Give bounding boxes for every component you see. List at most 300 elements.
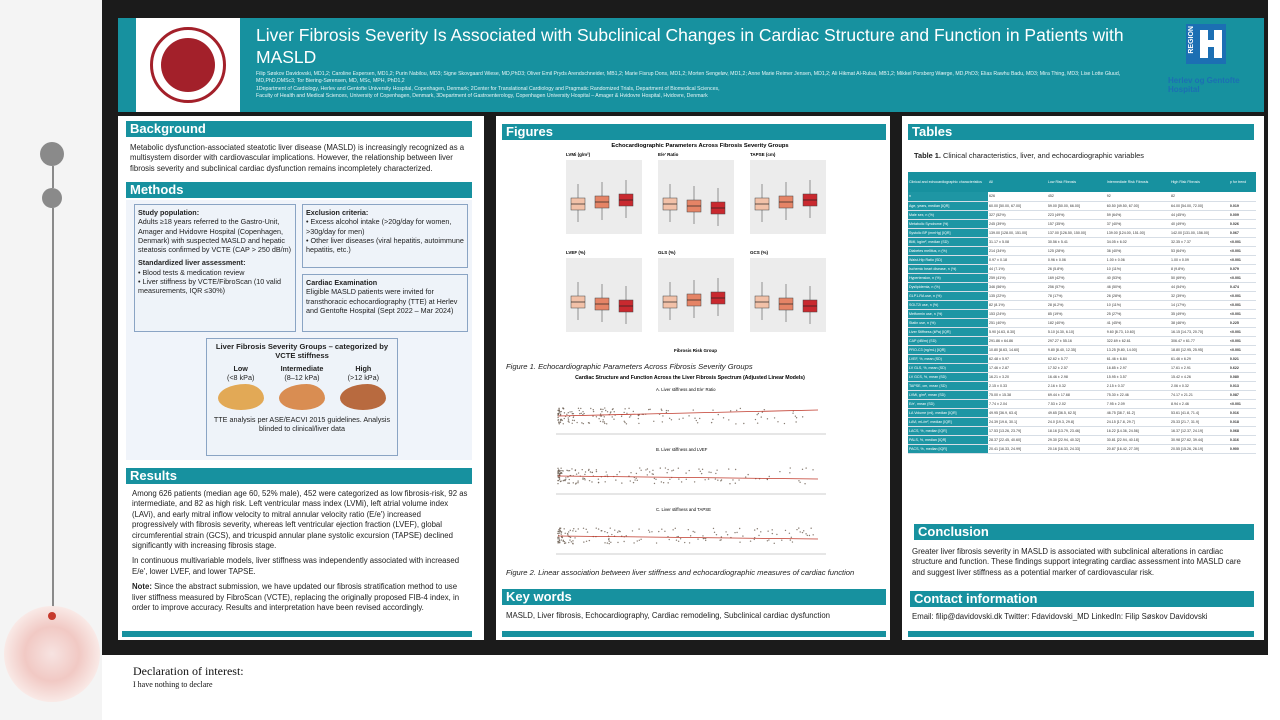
scatter-point (807, 535, 808, 536)
table-cell: 10 (11%) (1106, 300, 1170, 309)
scatter-point (716, 469, 717, 470)
table-cell: 61.46 ± 6.84 (1106, 354, 1170, 363)
table-row (908, 336, 1256, 345)
table-cell: 17.46 ± 2.87 (988, 363, 1047, 372)
scatter-point (667, 469, 668, 470)
table-cell: 452 (1047, 192, 1106, 201)
table-cell: Hypertension, n (%) (908, 273, 988, 282)
scatter-point (678, 478, 679, 479)
scatter-point (664, 531, 665, 532)
scatter-point (572, 530, 573, 531)
table-cell: 26 (5.8%) (1047, 264, 1106, 273)
table-cell: Waist-Hip Ratio (SD) (908, 255, 988, 264)
scatter-point (658, 531, 659, 532)
scatter-point (708, 478, 709, 479)
contact-text: Email: filip@davidovski.dk Twitter: Fdavidovski_MD LinkedIn: Filip Søskov Davidovski (912, 612, 1208, 621)
table-row (908, 210, 1256, 219)
scatter-point (669, 418, 670, 419)
scatter-point (626, 423, 627, 424)
scatter-point (666, 472, 667, 473)
region-word: REGION (1188, 26, 1195, 54)
poster-title: Liver Fibrosis Severity Is Associated with Subclinical Changes in Cardiac Structure and Function in Patients with MASLD (256, 25, 1124, 67)
scatter-point (614, 529, 615, 530)
table-cell: 44 (45%) (1170, 210, 1229, 219)
table-row (908, 228, 1256, 237)
scatter-point (582, 411, 583, 412)
panel-label: GLS (%) (658, 250, 676, 255)
scatter-point (740, 408, 741, 409)
scatter-point (681, 481, 682, 482)
table-cell: LVMi, g/m², mean (SD) (908, 390, 988, 399)
table-cell: 74.17 ± 21.21 (1170, 390, 1229, 399)
scatter-point (673, 469, 674, 470)
table-row (908, 444, 1256, 453)
exclusion-box (302, 204, 468, 268)
scatter-point (723, 417, 724, 418)
table-cell: 16.37 [12.37, 24.19] (1170, 426, 1229, 435)
table-row (908, 282, 1256, 291)
fibrosis-group-1 (279, 364, 325, 413)
scatter-point (720, 480, 721, 481)
scatter-point (621, 416, 622, 417)
table-cell: E/e', mean (SD) (908, 399, 988, 408)
scatter-point (656, 542, 657, 543)
scatter-point (661, 481, 662, 482)
scatter-point (666, 412, 667, 413)
exclusion-title: Exclusion criteria: (306, 208, 369, 217)
scatter-point (564, 412, 565, 413)
scatter-point (560, 422, 561, 423)
table-cell: 46 (50%) (1106, 282, 1170, 291)
scatter-point (593, 411, 594, 412)
scatter-point (562, 537, 563, 538)
scatter-point (610, 527, 611, 528)
scatter-point (767, 418, 768, 419)
scatter-point (558, 421, 559, 422)
scatter-point (697, 422, 698, 423)
scatter-point (756, 414, 757, 415)
panel-label: TAPSE (cm) (750, 152, 776, 157)
table-cell: 7.53 ± 2.02 (1047, 399, 1106, 408)
table-cell: Diabetes mellitus, n (%) (908, 246, 988, 255)
group-name: High (355, 363, 372, 373)
table-cell: 36 (40%) (1106, 246, 1170, 255)
scatter-point (776, 534, 777, 535)
table-cell: LV GCS, %, mean (SD) (908, 372, 988, 381)
scatter-point (638, 415, 639, 416)
keywords-heading: Key words (502, 589, 886, 605)
scatter-point (588, 422, 589, 423)
table-row (908, 246, 1256, 255)
scatter-point (621, 482, 622, 483)
scatter-point (634, 479, 635, 480)
table-cell: 0.225 (1229, 318, 1256, 327)
scatter-point (647, 474, 648, 475)
cardiac-exam-text: Eligible MASLD patients were invited for transthoracic echocardiography (TTE) at Herlev and Gentofte Hospital (Sept 2022 – Mar 2024) (306, 287, 458, 315)
regression-line (558, 536, 818, 539)
scatter-point (567, 534, 568, 535)
table-header-cell: All (988, 172, 1047, 192)
table-cell: 29.30 [22.94, 40.32] (1047, 435, 1106, 444)
scatter-point (754, 539, 755, 540)
scatter-point (676, 540, 677, 541)
scatter-point (585, 471, 586, 472)
scatter-point (605, 481, 606, 482)
scatter-point (743, 423, 744, 424)
scatter-point (604, 423, 605, 424)
scatter-point (761, 416, 762, 417)
sidebar-dot-middle (42, 188, 62, 208)
scatter-point (717, 480, 718, 481)
scatter-point (558, 531, 559, 532)
scatter-point (790, 539, 791, 540)
table-cell: 85 (19%) (1047, 309, 1106, 318)
scatter-point (564, 479, 565, 480)
table-cell: Statin use, n (%) (908, 318, 988, 327)
table-cell: 20.16 [16.33, 24.33] (1047, 444, 1106, 453)
scatter-point (796, 529, 797, 530)
scatter-point (637, 480, 638, 481)
scatter-point (745, 476, 746, 477)
table-cell: 16.46 ± 2.98 (1047, 372, 1106, 381)
scatter-point (589, 480, 590, 481)
table-cell: 7.74 ± 2.04 (988, 399, 1047, 408)
scatter-point (712, 409, 713, 410)
table-cell: <0.001 (1229, 291, 1256, 300)
table-cell: 139.00 [128.00, 151.00] (988, 228, 1047, 237)
scatter-panel-title: A. Liver stiffness and E/e' Ratio (656, 387, 716, 392)
scatter-point (567, 533, 568, 534)
scatter-point (602, 419, 603, 420)
table-cell: 30.98 [27.62, 39.44] (1170, 435, 1229, 444)
table-row (908, 300, 1256, 309)
table-cell: 2.15 ± 0.33 (988, 381, 1047, 390)
table-cell: <0.001 (1229, 327, 1256, 336)
scatter-point (569, 470, 570, 471)
table-cell: 20.55 [15.26, 26.19] (1170, 444, 1229, 453)
scatter-point (598, 418, 599, 419)
scatter-point (581, 422, 582, 423)
scatter-point (629, 416, 630, 417)
sidebar-line-top (52, 166, 54, 188)
scatter-point (790, 467, 791, 468)
table-cell: LVEF, %, mean (SD) (908, 354, 988, 363)
scatter-point (728, 468, 729, 469)
scatter-point (609, 540, 610, 541)
table-cell: 49.95 [36.9, 63.4] (988, 408, 1047, 417)
table-cell: 0.021 (1229, 354, 1256, 363)
table-header-cell: Clinical and echocardiographic characteristics (908, 172, 988, 192)
scatter-point (633, 542, 634, 543)
scatter-point (560, 468, 561, 469)
table-cell: 59 (64%) (1106, 210, 1170, 219)
scatter-point (598, 479, 599, 480)
table-row (908, 381, 1256, 390)
scatter-point (702, 469, 703, 470)
scatter-point (596, 416, 597, 417)
scatter-point (800, 531, 801, 532)
table-cell: 46.75 [38.7, 61.2] (1106, 408, 1170, 417)
scatter-point (570, 537, 571, 538)
table-cell: 31.17 ± 5.08 (988, 237, 1047, 246)
scatter-point (605, 410, 606, 411)
scatter-point (696, 420, 697, 421)
scatter-point (617, 542, 618, 543)
scatter-point (672, 529, 673, 530)
scatter-point (610, 542, 611, 543)
table-cell: PACS, %, median [IQR] (908, 444, 988, 453)
table-cell: 10.80 [8.63, 14.60] (988, 345, 1047, 354)
scatter-point (557, 468, 558, 469)
scatter-point (564, 418, 565, 419)
scatter-point (592, 415, 593, 416)
characteristics-table (908, 172, 1256, 454)
scatter-point (568, 412, 569, 413)
scatter-point (582, 479, 583, 480)
scatter-point (755, 419, 756, 420)
scatter-point (635, 478, 636, 479)
table-cell: 82 (1170, 192, 1229, 201)
scatter-point (742, 535, 743, 536)
table-cell: Dyslipidemia, n (%) (908, 282, 988, 291)
scatter-point (747, 474, 748, 475)
scatter-point (769, 476, 770, 477)
group-range: (<8 kPa) (226, 372, 255, 382)
scatter-point (623, 541, 624, 542)
panel-bg (750, 258, 826, 332)
table-row (908, 327, 1256, 336)
scatter-point (738, 479, 739, 480)
scatter-point (754, 529, 755, 530)
scatter-point (781, 540, 782, 541)
scatter-point (715, 478, 716, 479)
scatter-point (710, 472, 711, 473)
scatter-point (638, 423, 639, 424)
scatter-point (779, 471, 780, 472)
scatter-point (598, 528, 599, 529)
scatter-point (558, 480, 559, 481)
group-range: (>12 kPa) (347, 372, 379, 382)
university-logo (136, 18, 240, 112)
fibrosis-groups-note: TTE analysis per ASE/EACVI 2015 guidelines. Analysis blinded to clinical/liver data (213, 415, 391, 434)
scatter-point (680, 538, 681, 539)
authors-text: Filip Søskov Davidovski, MD1,2; Caroline Espersen, MD1,2; Purin Nabilou, MD3; Signe Skovgaard Wiese, MD,PhD3; Oliver Emil Pryds Arendschneider, MB1,2; Marie Fisrup Dons, MD1,2; Morten Sengeløv, MD1,2; Anne Marie Reimer Jensen, MD1,2; Ali Hikmat Al-Rubai, MB1,2; Mikkel Porsberg Wærge, MD,PhD3; Elias Rawhu Badu, MD3; Mira Thing, MD3; Lise Lotte Gluud, MD,PhD,DMSc3; Tor Biering-Sørensen, MD, MSc, MPH, PhD1,2 (256, 71, 1121, 85)
regression-line (558, 476, 818, 479)
scatter-point (610, 412, 611, 413)
scatter-point (616, 474, 617, 475)
scatter-point (774, 543, 775, 544)
scatter-point (564, 541, 565, 542)
scatter-point (701, 473, 702, 474)
scatter-point (762, 412, 763, 413)
table-cell: PALS, %, median [IQR] (908, 435, 988, 444)
scatter-point (581, 413, 582, 414)
scatter-point (704, 479, 705, 480)
scatter-point (812, 469, 813, 470)
table-caption: Table 1. Clinical characteristics, liver, and echocardiographic variables (914, 151, 1144, 160)
table-cell: 32.35 ± 7.37 (1170, 237, 1229, 246)
table-cell: 34.05 ± 6.02 (1106, 237, 1170, 246)
figure-1-title: Echocardiographic Parameters Across Fibrosis Severity Groups (611, 143, 789, 149)
scatter-point (606, 471, 607, 472)
scatter-point (563, 528, 564, 529)
scatter-point (716, 534, 717, 535)
table-header-cell: Intermediate Risk Fibrosis (1106, 172, 1170, 192)
table-cell: 0.018 (1229, 417, 1256, 426)
table-cell: Metabolic Syndrome (%) (908, 219, 988, 228)
scatter-point (633, 411, 634, 412)
background-heading: Background (126, 121, 472, 137)
table-cell: 8.94 ± 2.46 (1170, 399, 1229, 408)
table-cell: 0.019 (1229, 201, 1256, 210)
standardized-item-1: • Blood tests & medication review (138, 267, 245, 277)
table-cell: 32 (39%) (1170, 291, 1229, 300)
scatter-point (639, 467, 640, 468)
table-cell: 125 (28%) (1047, 246, 1106, 255)
table-cell: 306.47 ± 61.77 (1170, 336, 1229, 345)
scatter-point (638, 528, 639, 529)
declaration-text: I have nothing to declare (133, 680, 213, 689)
table-cell: 64.00 [54.00, 72.00] (1170, 201, 1229, 210)
figure-1-boxplots (556, 150, 832, 354)
regression-line (558, 410, 818, 416)
table-cell: 8 (9.8%) (1170, 264, 1229, 273)
scatter-point (633, 482, 634, 483)
scatter-point (718, 414, 719, 415)
scatter-point (568, 419, 569, 420)
scatter-point (653, 474, 654, 475)
scatter-point (569, 411, 570, 412)
scatter-point (649, 531, 650, 532)
table-cell: CAP (dB/m) (SD) (908, 336, 988, 345)
table-cell: 0.622 (1229, 363, 1256, 372)
scatter-point (789, 472, 790, 473)
table-cell: 259 (41%) (988, 273, 1047, 282)
scatter-point (720, 539, 721, 540)
table-cell: 0.474 (1229, 282, 1256, 291)
table-cell: 297.27 ± 55.16 (1047, 336, 1106, 345)
table-cell: 214 (34%) (988, 246, 1047, 255)
table-cell: 15.42 ± 4.26 (1170, 372, 1229, 381)
scatter-point (586, 541, 587, 542)
fibrosis-group-0 (218, 364, 264, 413)
table-cell: 0.013 (1229, 381, 1256, 390)
scatter-point (574, 537, 575, 538)
scatter-point (784, 423, 785, 424)
table-cell: 75.00 ± 15.38 (988, 390, 1047, 399)
scatter-point (600, 421, 601, 422)
scatter-point (612, 409, 613, 410)
scatter-point (573, 417, 574, 418)
liver-icon (279, 384, 325, 410)
table-cell: 15.95 ± 3.57 (1106, 372, 1170, 381)
scatter-point (796, 417, 797, 418)
scatter-point (606, 423, 607, 424)
panel-label: E/e' Ratio (658, 152, 679, 157)
table-cell: <0.001 (1229, 255, 1256, 264)
scatter-point (583, 413, 584, 414)
table-cell: 256 (57%) (1047, 282, 1106, 291)
table-cell: 18.80 [12.95, 25.95] (1170, 345, 1229, 354)
scatter-point (573, 528, 574, 529)
table-cell: 53.61 [41.8, 71.4] (1170, 408, 1229, 417)
scatter-point (567, 482, 568, 483)
liver-icon (218, 384, 264, 410)
table-cell: Systolic BP (mmHg) [IQR] (908, 228, 988, 237)
table-cell: GLP1-RA use, n (%) (908, 291, 988, 300)
scatter-point (557, 537, 558, 538)
cardiac-exam-box (302, 274, 468, 332)
fibrosis-group-2 (340, 364, 386, 413)
scatter-point (576, 473, 577, 474)
table-cell: BMI, kg/m², median (SD) (908, 237, 988, 246)
scatter-point (607, 542, 608, 543)
table-header-cell: Low Risk Fibrosis (1047, 172, 1106, 192)
table-row (908, 435, 1256, 444)
scatter-point (565, 542, 566, 543)
table-cell: LAVi, mL/m², median [IQR] (908, 417, 988, 426)
table-cell: Male sex, n (%) (908, 210, 988, 219)
scatter-point (675, 528, 676, 529)
scatter-point (571, 541, 572, 542)
scatter-point (651, 531, 652, 532)
table-cell: 2.15 ± 0.37 (1106, 381, 1170, 390)
scatter-point (557, 483, 558, 484)
table-row (908, 354, 1256, 363)
scatter-point (600, 530, 601, 531)
scatter-point (596, 469, 597, 470)
scatter-point (667, 410, 668, 411)
standardized-item-2: • Liver stiffness by VCTE/FibroScan (10 valid measurements, IQR ≤30%) (138, 277, 281, 296)
group-range: (8–12 kPa) (284, 372, 320, 382)
scatter-panel-title: B. Liver stiffness and LVEF (656, 447, 708, 452)
table-cell: 25 (27%) (1106, 309, 1170, 318)
scatter-point (795, 416, 796, 417)
table-cell: 10 (11%) (1106, 264, 1170, 273)
scatter-point (694, 481, 695, 482)
background-text: Metabolic dysfunction-associated steatotic liver disease (MASLD) is increasingly recognized as a multisystem disorder with cardiovascular implications. However, the relationship between liver fibrosis severity and subclinical cardiac dysfunction remains incompletely characterized. (130, 143, 465, 173)
scatter-point (558, 529, 559, 530)
scatter-point (678, 468, 679, 469)
table-cell: LV GLS, %, mean (SD) (908, 363, 988, 372)
table-cell: 0.316 (1229, 435, 1256, 444)
scatter-point (626, 535, 627, 536)
table-cell: 24.0 [19.3, 29.8] (1047, 417, 1106, 426)
group-name: Low (233, 363, 248, 373)
scatter-point (612, 416, 613, 417)
table-cell: Ischemic heart disease, n (%) (908, 264, 988, 273)
scatter-point (669, 539, 670, 540)
table-row (908, 219, 1256, 228)
table-cell: 25.33 [21.7, 31.9] (1170, 417, 1229, 426)
scatter-point (767, 540, 768, 541)
table-cell: 5.90 [4.63, 8.30] (988, 327, 1047, 336)
results-text (132, 489, 468, 613)
scatter-point (688, 529, 689, 530)
scatter-point (711, 422, 712, 423)
table-cell: 13.25 [9.80, 14.00] (1106, 345, 1170, 354)
scatter-point (802, 532, 803, 533)
standardized-title: Standardized liver assessment: (138, 258, 246, 268)
scatter-point (758, 413, 759, 414)
scatter-point (558, 469, 559, 470)
table-cell: 92 (1106, 192, 1170, 201)
region-logo-mark (1186, 24, 1226, 64)
scatter-point (665, 467, 666, 468)
scatter-point (735, 483, 736, 484)
scatter-point (640, 470, 641, 471)
fibrosis-groups-box (206, 338, 398, 456)
